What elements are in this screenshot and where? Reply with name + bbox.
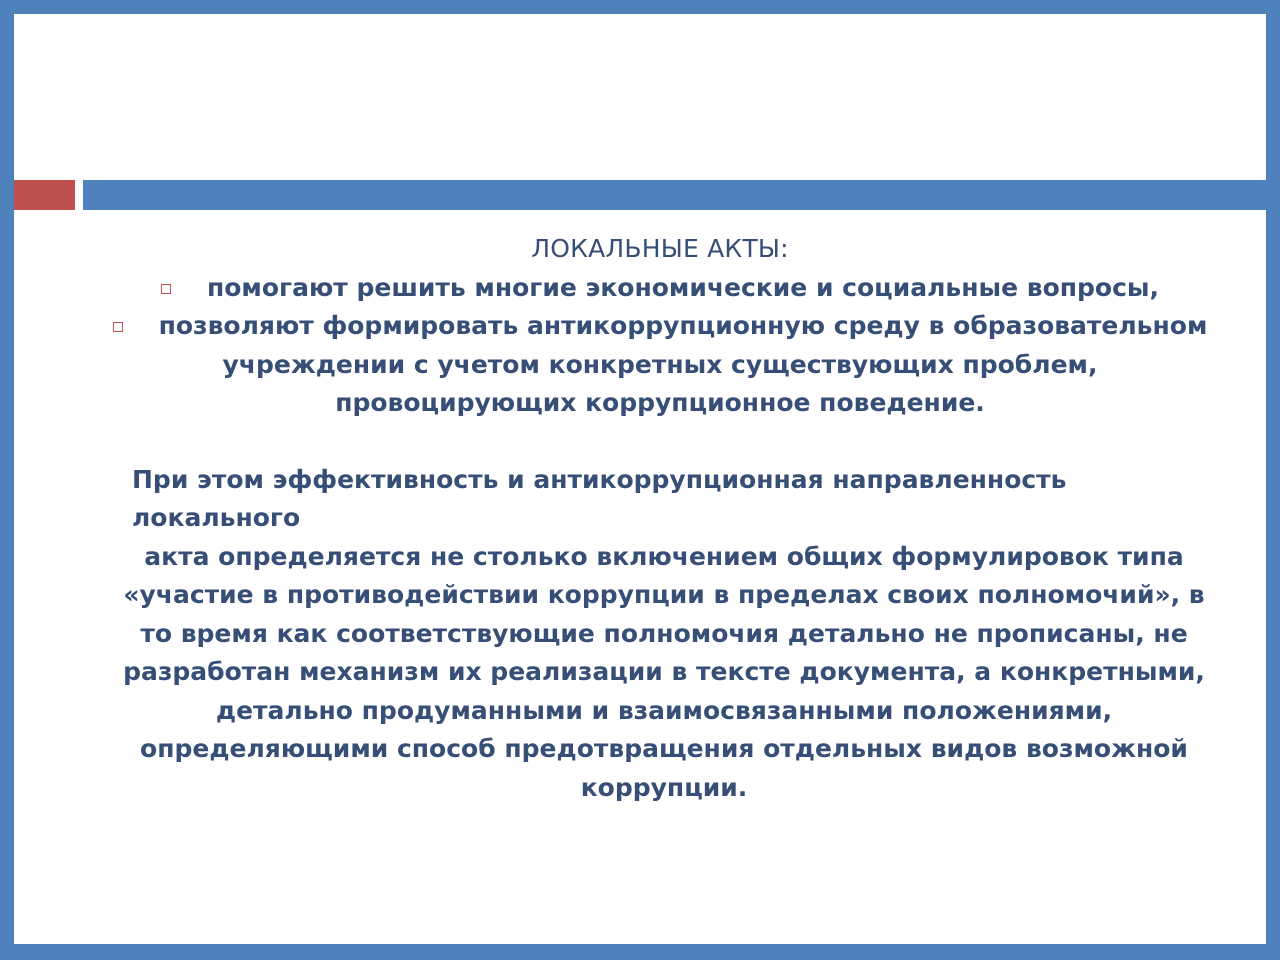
bullet-item-2 xyxy=(110,307,1210,423)
bullet-item-1 xyxy=(110,269,1210,308)
body-paragraph xyxy=(110,461,1210,808)
paragraph-rest: акта определяется не столько включением общих формулировок типа «участие в противодействии коррупции в пределах своих полномочий», в то время как соответствующие полномочия детально не прописаны, не разработан механизм их реализации в тексте документа, а конкретными, детально продуманными и взаимосвязанными положениями, определяющими способ предотвращения отдельных видов возможной коррупции. xyxy=(123,541,1205,802)
square-bullet-icon xyxy=(161,284,171,294)
bullet-text-1: помогают решить многие экономические и социальные вопросы, xyxy=(206,272,1160,302)
paragraph-first-line: При этом эффективность и антикоррупционная направленность локального xyxy=(132,464,1067,532)
square-bullet-icon xyxy=(113,322,123,332)
heading: ЛОКАЛЬНЫЕ АКТЫ: xyxy=(531,234,789,263)
accent-bar-red xyxy=(14,180,75,210)
slide-body xyxy=(110,230,1210,807)
slide xyxy=(14,14,1266,944)
accent-bar-blue xyxy=(83,180,1266,210)
bullet-text-2: позволяют формировать антикоррупционную среду в образовательном учреждении с учетом конкретных существующих проблем, провоцирующих коррупционное поведение. xyxy=(158,311,1208,417)
